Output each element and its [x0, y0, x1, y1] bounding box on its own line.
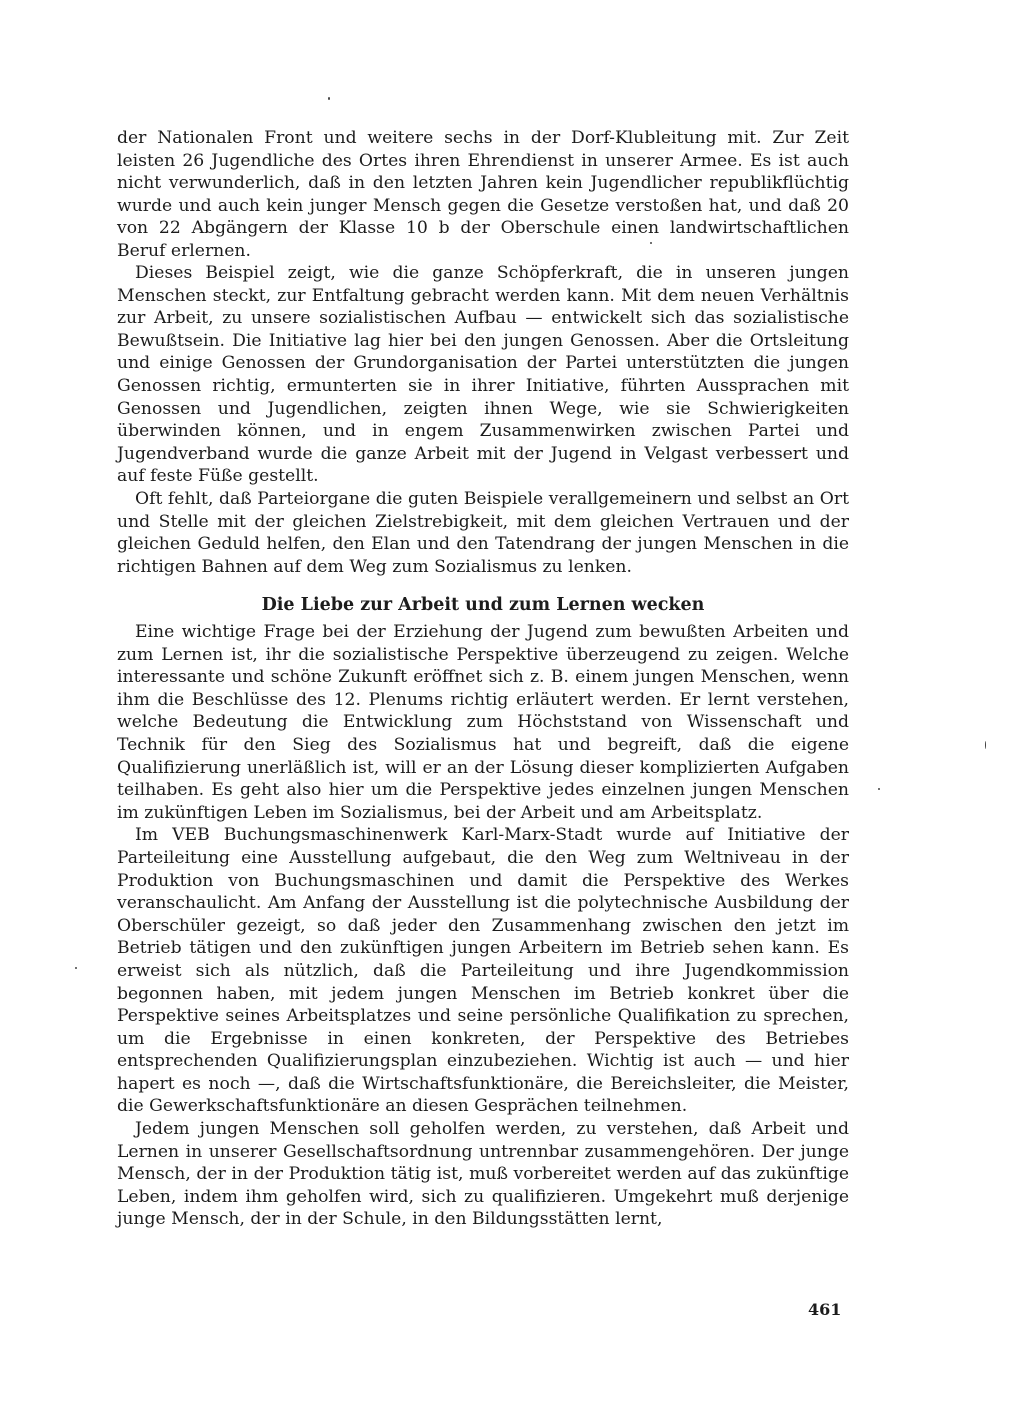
scan-speck	[75, 967, 77, 969]
paragraph: Oft fehlt, daß Parteiorgane die guten Beispiele verallgemeinern und selbst an Ort und Stelle mit der gleichen Zielstrebigkeit, mit dem gleichen Vertrauen und der gleichen Geduld helfen, den Elan und den Tatendrang der jungen Menschen in die richtigen Bahnen auf dem Weg zum Sozialismus zu lenken.	[117, 488, 849, 577]
paragraph: Im VEB Buchungsmaschinenwerk Karl-Marx-Stadt wurde auf Initiative der Parteileitung eine Ausstellung aufgebaut, die den Weg zum Weltniveau in der Produktion von Buchungsmaschinen und damit die Perspektive des Werkes veranschaulicht. Am Anfang der Ausstellung ist die polytechnische Ausbildung der Oberschüler gezeigt, so daß jeder den Zusammenhang zwischen den jetzt im Betrieb tätigen und den zukünftigen jungen Arbeitern im Betrieb sehen kann. Es erweist sich als nützlich, daß die Parteileitung und ihre Jugendkommission begonnen haben, mit jedem jungen Menschen im Betrieb konkret über die Perspektive seines Arbeitsplatzes und seine persönliche Qualifikation zu sprechen, um die Ergebnisse in einen konkreten, der Perspektive des Betriebes entsprechenden Qualifizierungsplan einzubeziehen. Wichtig ist auch — und hier hapert es noch —, daß die Wirtschaftsfunktionäre, die Bereichsleiter, die Meister, die Gewerkschaftsfunktionäre an diesen Gesprächen teilnehmen.	[117, 825, 849, 1117]
section-heading: Die Liebe zur Arbeit und zum Lernen wecken	[261, 595, 705, 615]
scan-speck	[985, 741, 986, 749]
text-block-middle	[117, 262, 849, 578]
paragraph: Eine wichtige Frage bei der Erziehung der Jugend zum bewußten Arbeiten und zum Lernen ist, ihr die sozialistische Perspektive überzeugend zu zeigen. Welche interessante und schöne Zukunft eröffnet sich z. B. einem jungen Menschen, wenn ihm die Beschlüsse des 12. Plenums richtig erläutert werden. Er lernt verstehen, welche Bedeutung die Entwicklung zum Höchststand von Wissenschaft und Technik für den Sieg des Sozialismus hat und begreift, daß die eigene Qualifizierung unerläßlich ist, will er an der Lösung dieser komplizierten Aufgaben teilhaben. Es geht also hier um die Perspektive jedes einzelnen jungen Menschen im zukünftigen Leben im Sozialismus, bei der Arbeit und am Arbeitsplatz.	[117, 622, 849, 823]
text-block-section	[117, 621, 849, 1231]
paragraph: der Nationalen Front und weitere sechs in der Dorf-Klubleitung mit. Zur Zeit leisten 26 Jugendliche des Ortes ihren Ehrendienst in unserer Armee. Es ist auch nicht verwunderlich, daß in den letzten Jahren kein Jugendlicher republikflüchtig wurde und auch kein junger Mensch gegen die Gesetze verstoßen hat, und daß 20 von 22 Abgängern der Klasse 10 b der Oberschule einen landwirtschaftlichen Beruf erlernen.	[117, 128, 849, 261]
text-block-top	[117, 127, 849, 263]
page-number: 461	[808, 1300, 842, 1319]
scan-speck	[328, 97, 330, 100]
paragraph: Jedem jungen Menschen soll geholfen werden, zu verstehen, daß Arbeit und Lernen in unserer Gesellschaftsordnung untrennbar zusammengehören. Der junge Mensch, der in der Produktion tätig ist, muß vorbereitet werden auf das zukünftige Leben, indem ihm geholfen wird, sich zu qualifizieren. Umgekehrt muß derjenige junge Mensch, der in der Schule, in den Bildungsstätten lernt,	[117, 1119, 849, 1230]
scan-speck	[878, 788, 880, 790]
scan-speck	[650, 242, 652, 244]
paragraph: Dieses Beispiel zeigt, wie die ganze Schöpferkraft, die in unseren jungen Menschen steckt, zur Entfaltung gebracht werden kann. Mit dem neuen Verhältnis zur Arbeit, zu unsere sozialistischen Aufbau — entwickelt sich das sozialistische Bewußtsein. Die Initiative lag hier bei den jungen Genossen. Aber die Ortsleitung und einige Genossen der Grundorganisation der Partei unterstützten die jungen Genossen richtig, ermunterten sie in ihrer Initiative, führten Aussprachen mit Genossen und Jugendlichen, zeigten ihnen Wege, wie sie Schwierigkeiten überwinden können, und in engem Zusammenwirken zwischen Partei und Jugendverband wurde die ganze Arbeit mit der Jugend in Velgast verbessert und auf feste Füße gestellt.	[117, 263, 849, 487]
